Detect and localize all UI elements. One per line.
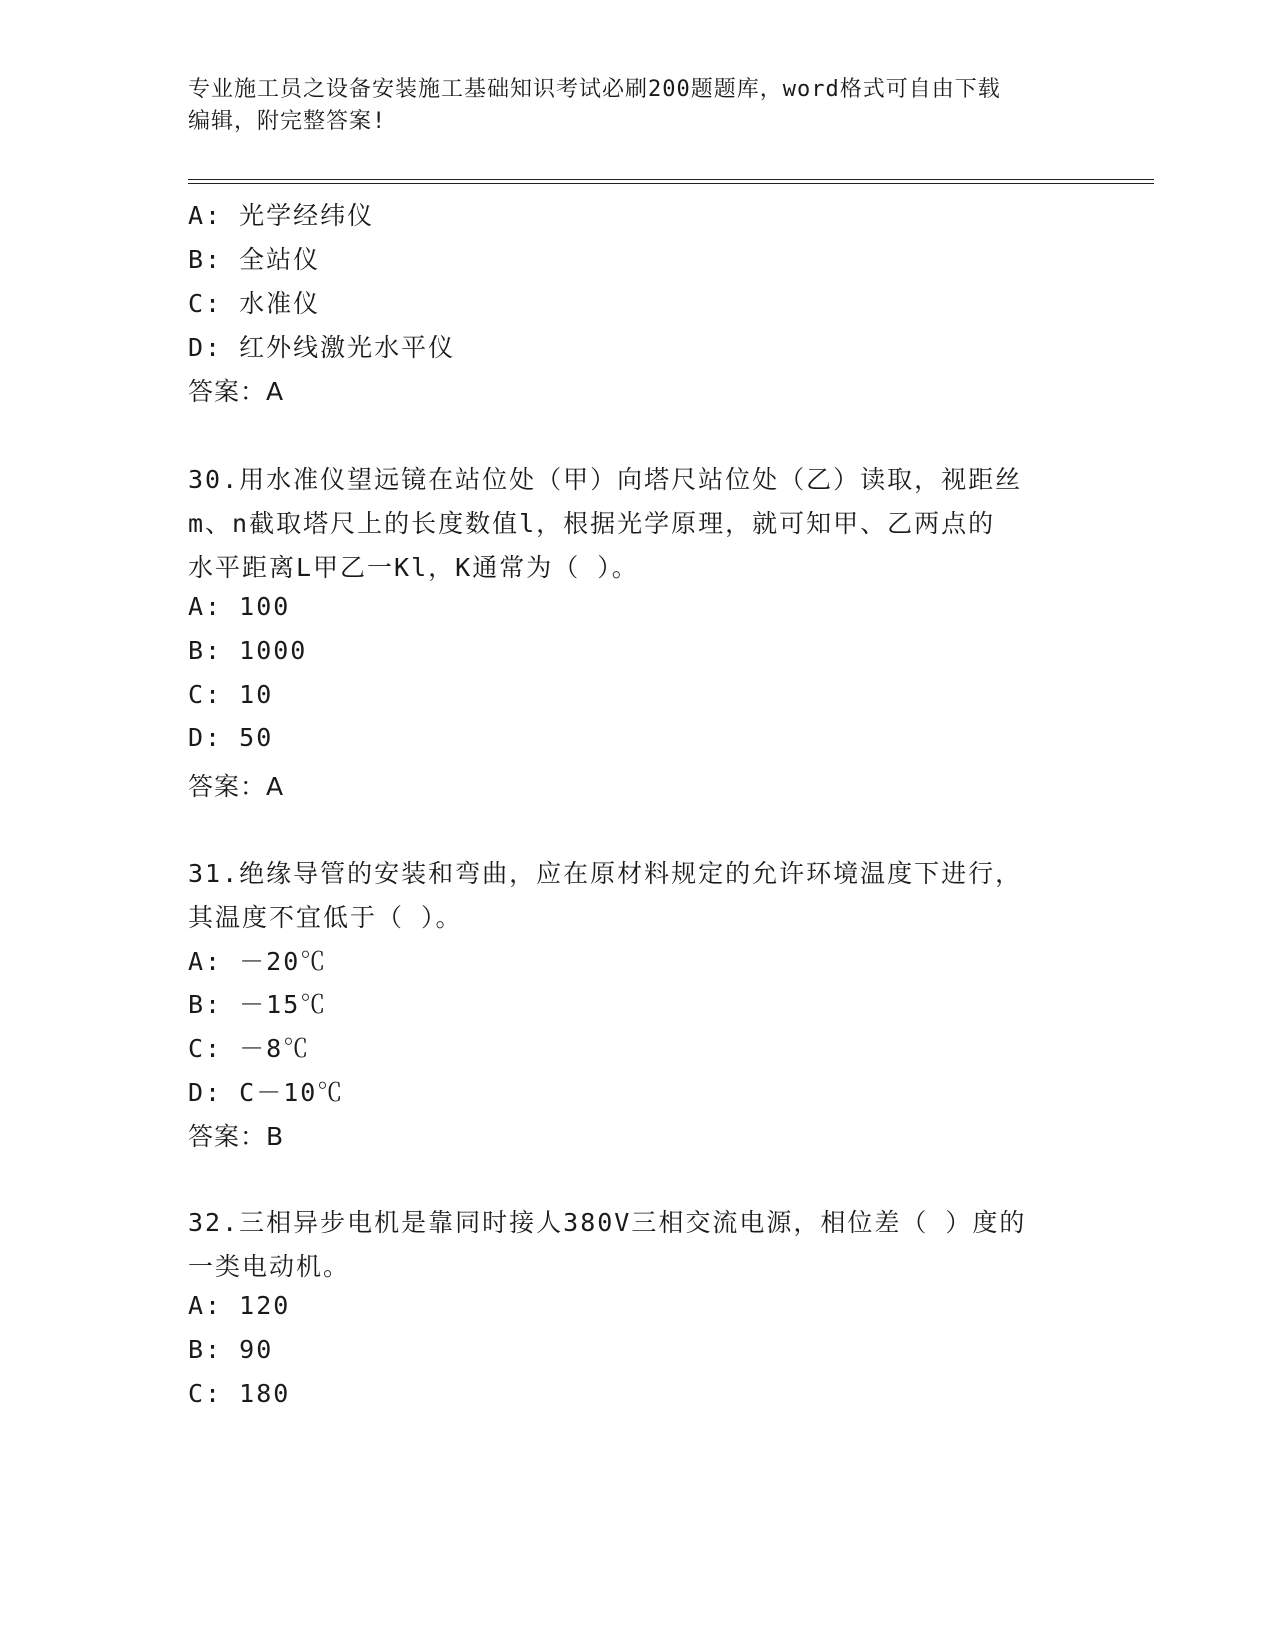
answer: 答案：A bbox=[188, 772, 285, 801]
question-30-text-line-3: 水平距离L甲乙一Kl，K通常为（ ）。 bbox=[188, 553, 639, 582]
header-divider-top bbox=[188, 179, 1154, 180]
option-b: B: 90 bbox=[188, 1335, 274, 1364]
option-a: A: －20℃ bbox=[188, 947, 328, 976]
option-d: D: C－10℃ bbox=[188, 1078, 345, 1107]
option-a: A: 120 bbox=[188, 1291, 291, 1320]
option-c: C: －8℃ bbox=[188, 1034, 311, 1063]
question-30-text-line-1: 30.用水准仪望远镜在站位处（甲）向塔尺站位处（乙）读取，视距丝 bbox=[188, 465, 1023, 494]
question-32-text-line-2: 一类电动机。 bbox=[188, 1252, 351, 1281]
question-30-text-line-2: m、n截取塔尺上的长度数值l，根据光学原理，就可知甲、乙两点的 bbox=[188, 509, 996, 538]
option-a: A: 光学经纬仪 bbox=[188, 201, 375, 230]
question-31-text-line-2: 其温度不宜低于（ ）。 bbox=[188, 903, 463, 932]
header-line-2: 编辑，附完整答案! bbox=[188, 109, 387, 134]
option-c: C: 10 bbox=[188, 680, 274, 709]
document-header bbox=[188, 74, 1088, 138]
question-32-text-line-1: 32.三相异步电机是靠同时接人380V三相交流电源，相位差（ ）度的 bbox=[188, 1208, 1027, 1237]
option-a: A: 100 bbox=[188, 592, 291, 621]
answer: 答案：A bbox=[188, 377, 285, 406]
option-b: B: －15℃ bbox=[188, 990, 328, 1019]
option-c: C: 水准仪 bbox=[188, 289, 321, 318]
option-b: B: 1000 bbox=[188, 636, 308, 665]
option-d: D: 50 bbox=[188, 723, 274, 752]
header-line-1: 专业施工员之设备安装施工基础知识考试必刷200题题库，word格式可自由下载 bbox=[188, 77, 1001, 102]
question-31-text-line-1: 31.绝缘导管的安装和弯曲，应在原材料规定的允许环境温度下进行， bbox=[188, 859, 1023, 888]
option-c: C: 180 bbox=[188, 1379, 291, 1408]
option-b: B: 全站仪 bbox=[188, 245, 321, 274]
answer: 答案：B bbox=[188, 1122, 285, 1151]
option-d: D: 红外线激光水平仪 bbox=[188, 333, 456, 362]
header-divider-bottom bbox=[188, 183, 1154, 184]
